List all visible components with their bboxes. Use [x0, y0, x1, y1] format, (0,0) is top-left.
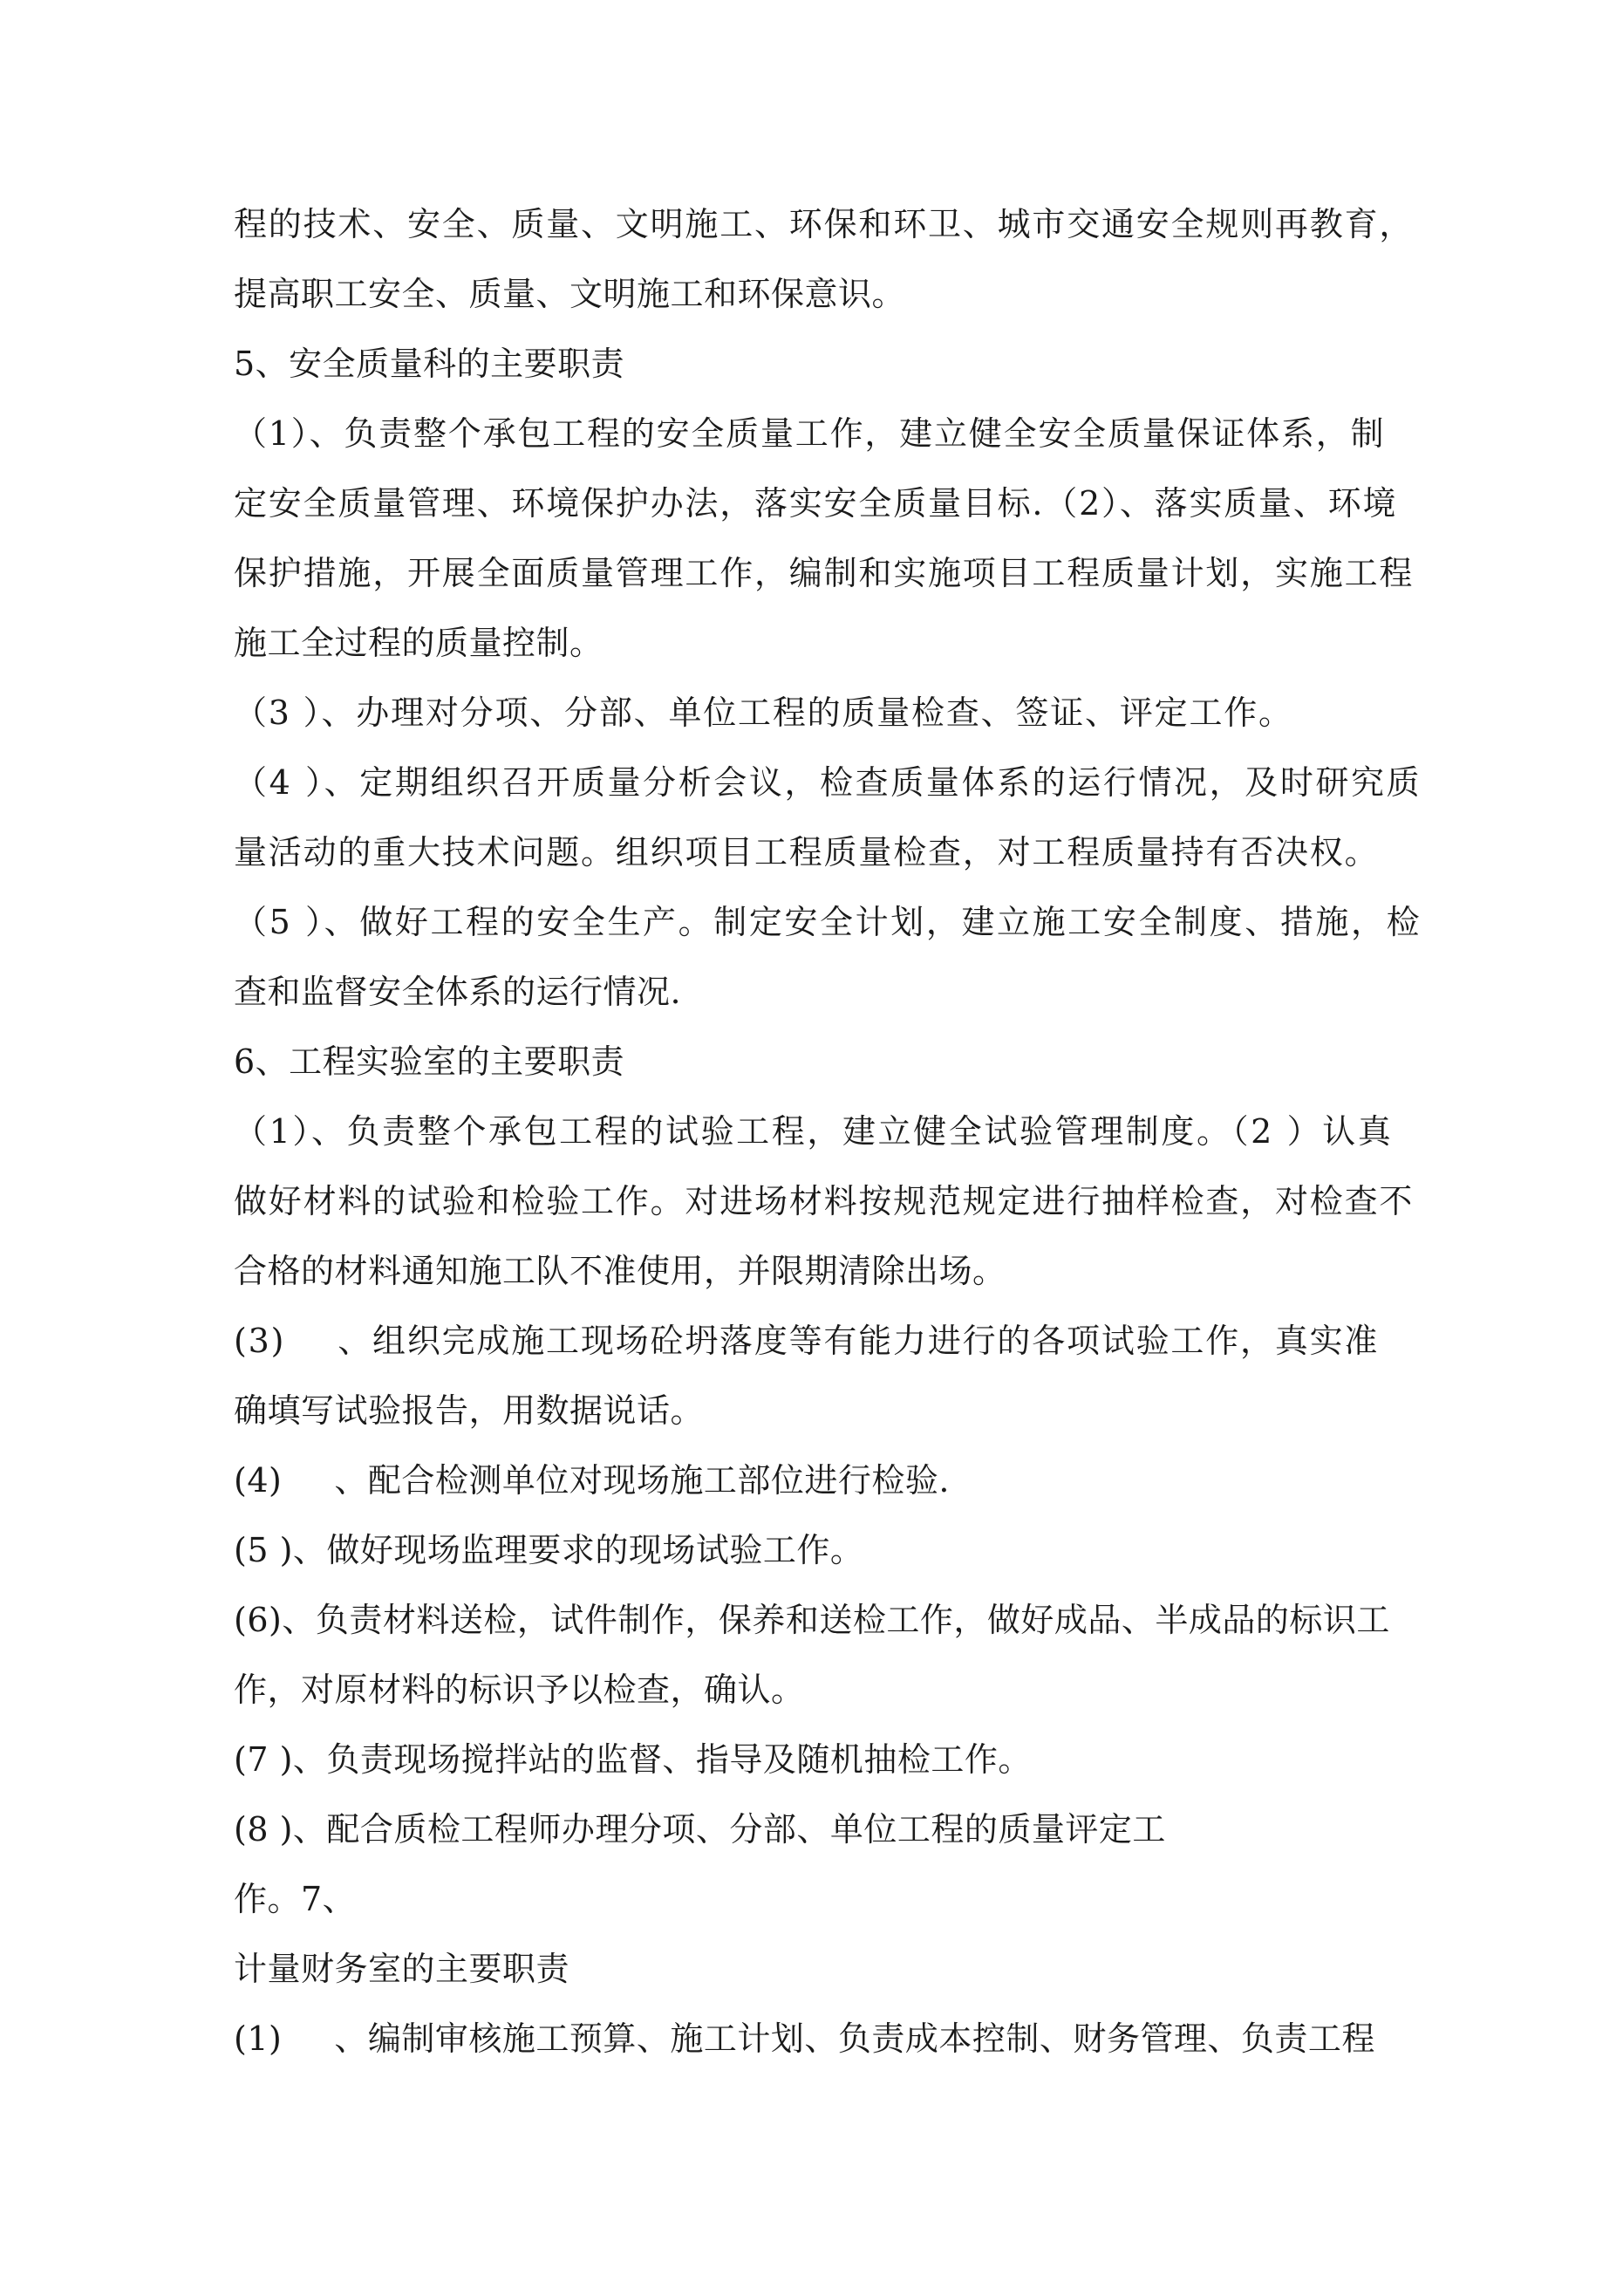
section-heading: 5、安全质量科的主要职责	[234, 345, 625, 383]
text-line: 程的技术、安全、质量、文明施工、环保和环卫、城市交通安全规则再教育，	[234, 205, 1415, 243]
text-line: （1）、负责整个承包工程的试验工程，建立健全试验管理制度。（2 ）认真	[234, 1112, 1394, 1151]
text-line: (7 )、负责现场搅拌站的监督、指导及随机抽检工作。	[234, 1740, 1032, 1779]
text-line: 施工全过程的质量控制。	[234, 624, 604, 662]
text-line: 合格的材料通知施工队不准使用，并限期清除出场。	[234, 1252, 1006, 1290]
text-line: 作，对原材料的标识予以检查，确认。	[234, 1671, 805, 1709]
text-line: （1）、负责整个承包工程的安全质量工作，建立健全安全质量保证体系，制	[234, 414, 1386, 453]
item-text: 、配合检测单位对现场施工部位进行检验.	[334, 1461, 950, 1500]
text-line: 确填写试验报告，用数据说话。	[234, 1391, 705, 1430]
item-number: (3)	[234, 1322, 286, 1360]
text-line: （5 ）、做好工程的安全生产。制定安全计划，建立施工安全制度、措施，检	[234, 903, 1422, 941]
text-line: (8 )、配合质检工程师办理分项、分部、单位工程的质量评定工	[234, 1810, 1166, 1848]
text-line: 保护措施，开展全面质量管理工作，编制和实施项目工程质量计划，实施工程	[234, 554, 1415, 592]
text-line	[234, 1319, 1379, 1363]
text-line: 做好材料的试验和检验工作。对进场材料按规范规定进行抽样检查，对检查不	[234, 1182, 1415, 1220]
text-line: 作。7、	[234, 1880, 357, 1918]
item-number: (4)	[234, 1461, 283, 1500]
item-text: 、编制审核施工预算、施工计划、负责成本控制、财务管理、负责工程	[334, 2019, 1375, 2058]
section-heading: 6、工程实验室的主要职责	[234, 1042, 625, 1081]
text-line: 量活动的重大技术问题。组织项目工程质量检查，对工程质量持有否决权。	[234, 833, 1380, 871]
text-line	[234, 1459, 950, 1502]
text-line: 提高职工安全、质量、文明施工和环保意识。	[234, 275, 906, 313]
item-number: (1)	[234, 2019, 283, 2058]
section-heading: 计量财务室的主要职责	[234, 1950, 570, 1988]
text-line: (6)、负责材料送检，试件制作，保养和送检工作，做好成品、半成品的标识工	[234, 1601, 1390, 1639]
text-line	[234, 2017, 1375, 2060]
text-line: 定安全质量管理、环境保护办法，落实安全质量目标.（2）、落实质量、环境	[234, 484, 1398, 523]
text-line: （4 ）、定期组织召开质量分析会议，检查质量体系的运行情况，及时研究质	[234, 763, 1422, 802]
text-line: （3 ）、办理对分项、分部、单位工程的质量检查、签证、评定工作。	[234, 694, 1293, 732]
text-line: 查和监督安全体系的运行情况.	[234, 973, 682, 1011]
item-text: 、组织完成施工现场砼坍落度等有能力进行的各项试验工作，真实准	[338, 1322, 1380, 1360]
text-line: (5 )、做好现场监理要求的现场试验工作。	[234, 1531, 864, 1569]
